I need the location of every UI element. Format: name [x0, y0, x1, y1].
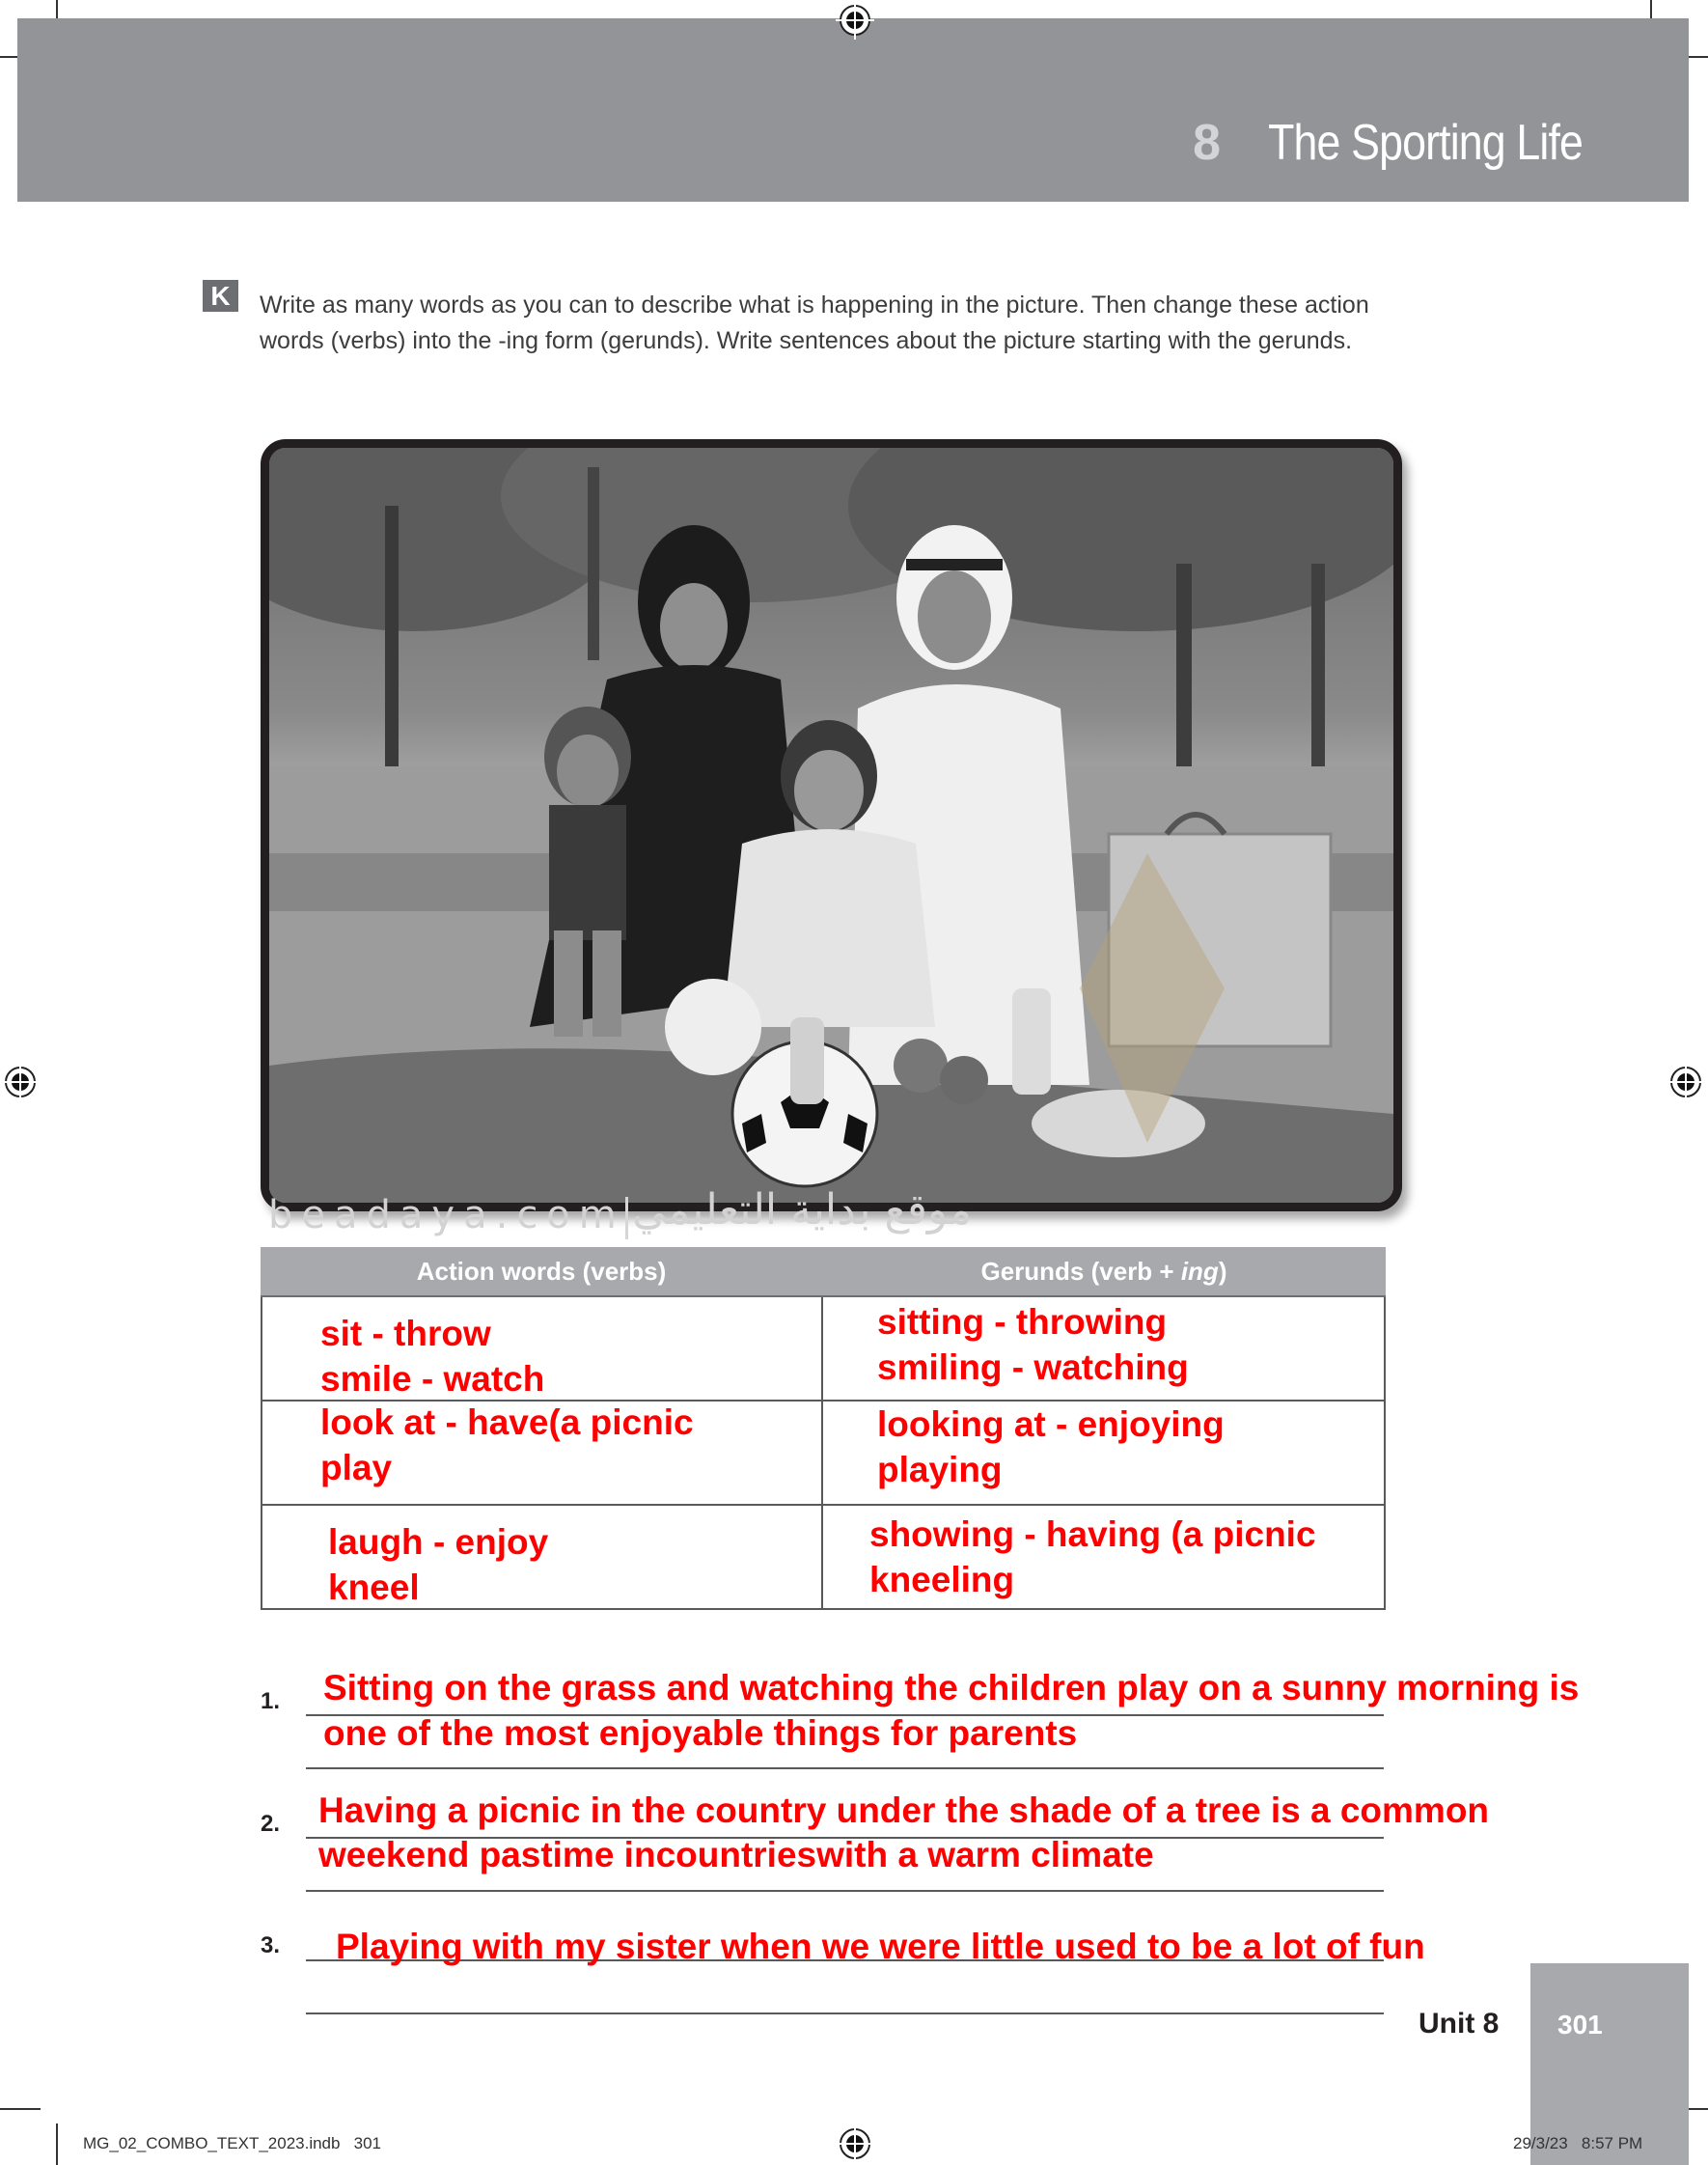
sentence-number: 3. — [261, 1932, 281, 1958]
picnic-photo-image — [269, 448, 1393, 1203]
chapter-number: 8 — [1193, 115, 1221, 171]
unit-label: Unit 8 — [1419, 2008, 1500, 2040]
sentence-answer-line[interactable]: one of the most enjoyable things for parents — [323, 1713, 1078, 1753]
cell-line: kneel — [328, 1568, 420, 1607]
table-row — [261, 1402, 1386, 1506]
cell-line: looking at - enjoying — [877, 1404, 1225, 1444]
cell-line: showing - having (a picnic — [869, 1514, 1316, 1554]
sentence-answer-line[interactable]: Playing with my sister when we were little used to be a lot of fun — [336, 1927, 1425, 1966]
cell-line: smiling - watching — [877, 1347, 1189, 1387]
cell-line: sitting - throwing — [877, 1302, 1168, 1342]
table-row — [261, 1506, 1386, 1610]
crop-mark — [0, 2108, 41, 2110]
registration-mark-icon — [840, 2128, 870, 2159]
cell-line: sit - throw — [320, 1314, 491, 1353]
registration-mark-icon — [5, 1067, 36, 1097]
sentence-answer-line[interactable]: Sitting on the grass and watching the children play on a sunny morning is — [323, 1668, 1580, 1707]
cell-line: smile - watch — [320, 1359, 545, 1399]
answer-underline — [306, 1890, 1384, 1892]
answer-underline — [306, 1767, 1384, 1769]
sentence-answer-line[interactable]: Having a picnic in the country under the shade of a tree is a common — [318, 1790, 1490, 1830]
verbs-cell[interactable] — [262, 1297, 823, 1400]
print-slug-file: MG_02_COMBO_TEXT_2023.indb 301 — [83, 2134, 381, 2152]
column-header-gerunds — [822, 1257, 1386, 1287]
sentence-answer-line[interactable]: weekend pastime incountrieswith a warm climate — [318, 1835, 1154, 1874]
page-number: 301 — [1557, 2010, 1603, 2040]
gerunds-cell[interactable] — [823, 1297, 1384, 1400]
chapter-header-bar — [17, 18, 1689, 202]
gerunds-cell[interactable] — [823, 1402, 1384, 1504]
crop-mark — [56, 2123, 58, 2165]
verbs-cell[interactable] — [262, 1506, 823, 1608]
chapter-title: The Sporting Life — [1268, 115, 1583, 171]
table-header-row — [261, 1247, 1386, 1297]
column-header-verbs: Action words (verbs) — [416, 1256, 667, 1286]
registration-mark-icon — [1670, 1067, 1701, 1097]
cell-line: laugh - enjoy — [328, 1522, 549, 1562]
cell-line: play — [320, 1448, 393, 1487]
exercise-instruction: Write as many words as you can to describe what is happening in the picture. Then change these action words (verbs) into the -ing form (gerunds). Write sentences about the picture starting with the gerunds. — [260, 291, 1369, 354]
column-header-gerunds-text: Gerunds (verb + — [980, 1256, 1181, 1286]
gerunds-cell[interactable] — [823, 1506, 1384, 1608]
column-header-gerunds-italic: ing — [1180, 1256, 1219, 1286]
print-slug-date: 29/3/23 8:57 PM — [1513, 2134, 1643, 2152]
cell-line: look at - have(a picnic — [320, 1402, 694, 1442]
watermark-separator — [625, 1197, 628, 1239]
exercise-badge: K — [203, 280, 238, 312]
cell-line: playing — [877, 1450, 1003, 1489]
verbs-cell[interactable] — [262, 1402, 823, 1504]
sentence-number: 1. — [261, 1688, 281, 1714]
answer-underline — [306, 2012, 1384, 2014]
column-header-gerunds-suffix: ) — [1218, 1256, 1227, 1286]
watermark-arabic-text: موقع بداية التعليمي — [632, 1185, 973, 1235]
cell-line: kneeling — [869, 1560, 1015, 1599]
table-row — [261, 1297, 1386, 1402]
watermark-text: beadaya.com — [268, 1193, 625, 1237]
picnic-photo — [261, 439, 1402, 1211]
registration-mark-icon — [840, 5, 870, 36]
sentence-number: 2. — [261, 1811, 281, 1837]
verbs-gerunds-table — [261, 1247, 1386, 1610]
